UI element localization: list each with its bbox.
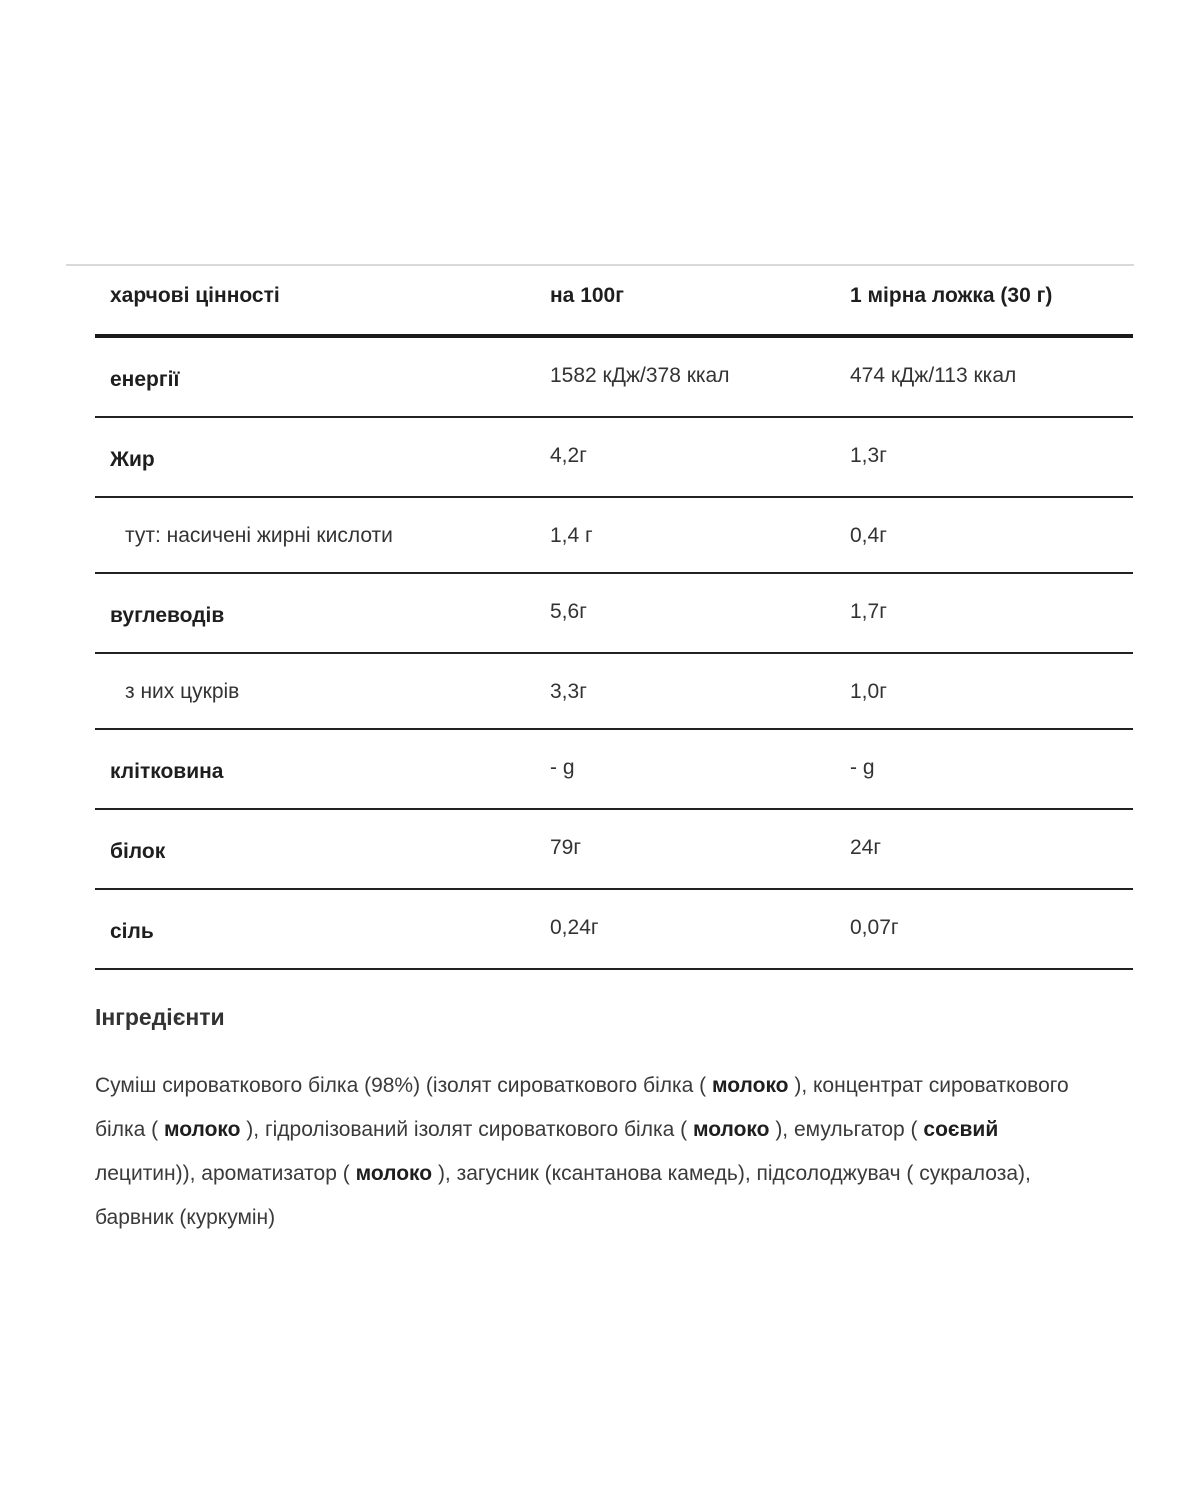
- header-per-serving: 1 мірна ложка (30 г): [850, 284, 1053, 307]
- header-nutrition-values: харчові цінності: [110, 284, 280, 307]
- table-row-sugars: [95, 654, 1133, 730]
- table-row-carbohydrates: [95, 574, 1133, 654]
- row-per-100g: 1,4 г: [550, 524, 593, 547]
- row-per-100g: 3,3г: [550, 680, 587, 703]
- allergen-highlight: молоко: [711, 1074, 789, 1097]
- row-per-serving: - g: [850, 756, 875, 779]
- allergen-highlight: молоко: [692, 1118, 770, 1141]
- ingredient-text-part: Суміш сироваткового білка (98%) (ізолят сироваткового білка (: [95, 1074, 712, 1097]
- allergen-highlight: молоко: [355, 1162, 433, 1185]
- row-per-serving: 24г: [850, 836, 882, 859]
- row-per-serving: 1,0г: [850, 680, 887, 703]
- row-per-serving: 0,07г: [850, 916, 899, 939]
- row-label: вуглеводів: [110, 604, 225, 627]
- ingredient-text-part: лецитин)), ароматизатор (: [95, 1162, 356, 1185]
- row-per-serving: 1,3г: [850, 444, 887, 467]
- row-per-serving: 474 кДж/113 ккал: [850, 364, 1017, 387]
- nutrition-table: [95, 266, 1133, 970]
- ingredients-text: [95, 1064, 1095, 1240]
- table-row-fiber: [95, 730, 1133, 810]
- row-per-100g: 5,6г: [550, 600, 587, 623]
- ingredients-title: Інгредієнти: [95, 1004, 225, 1030]
- ingredient-text-part: ), емульгатор (: [769, 1118, 924, 1141]
- row-per-100g: 0,24г: [550, 916, 599, 939]
- ingredient-text-part: ), концентрат сироваткового білка (: [95, 1074, 1069, 1141]
- table-row-fat: [95, 418, 1133, 498]
- table-row-protein: [95, 810, 1133, 890]
- ingredient-text-part: ), гідролізований ізолят сироваткового білка (: [240, 1118, 693, 1141]
- ingredient-text-part: ), загусник (ксантанова камедь), підсолоджувач ( сукралоза), барвник (куркумін): [95, 1162, 1031, 1229]
- row-label: клітковина: [110, 760, 224, 783]
- ingredients-section: [95, 1000, 1095, 1240]
- row-per-100g: 79г: [550, 836, 582, 859]
- row-label: білок: [110, 840, 166, 863]
- row-label: сіль: [110, 920, 154, 943]
- row-label: енергії: [110, 368, 180, 391]
- allergen-highlight: молоко: [163, 1118, 241, 1141]
- row-per-100g: 4,2г: [550, 444, 587, 467]
- row-per-100g: - g: [550, 756, 575, 779]
- allergen-highlight: соєвий: [923, 1118, 999, 1141]
- row-label: тут: насичені жирні кислоти: [125, 524, 393, 547]
- row-per-100g: 1582 кДж/378 ккал: [550, 364, 730, 387]
- table-header-row: [95, 266, 1133, 338]
- header-per-100g: на 100г: [550, 284, 624, 307]
- table-row-energy: [95, 338, 1133, 418]
- table-row-saturated-fat: [95, 498, 1133, 574]
- row-label: з них цукрів: [125, 680, 240, 703]
- table-row-salt: [95, 890, 1133, 970]
- row-per-serving: 1,7г: [850, 600, 887, 623]
- row-per-serving: 0,4г: [850, 524, 887, 547]
- row-label: Жир: [110, 448, 155, 471]
